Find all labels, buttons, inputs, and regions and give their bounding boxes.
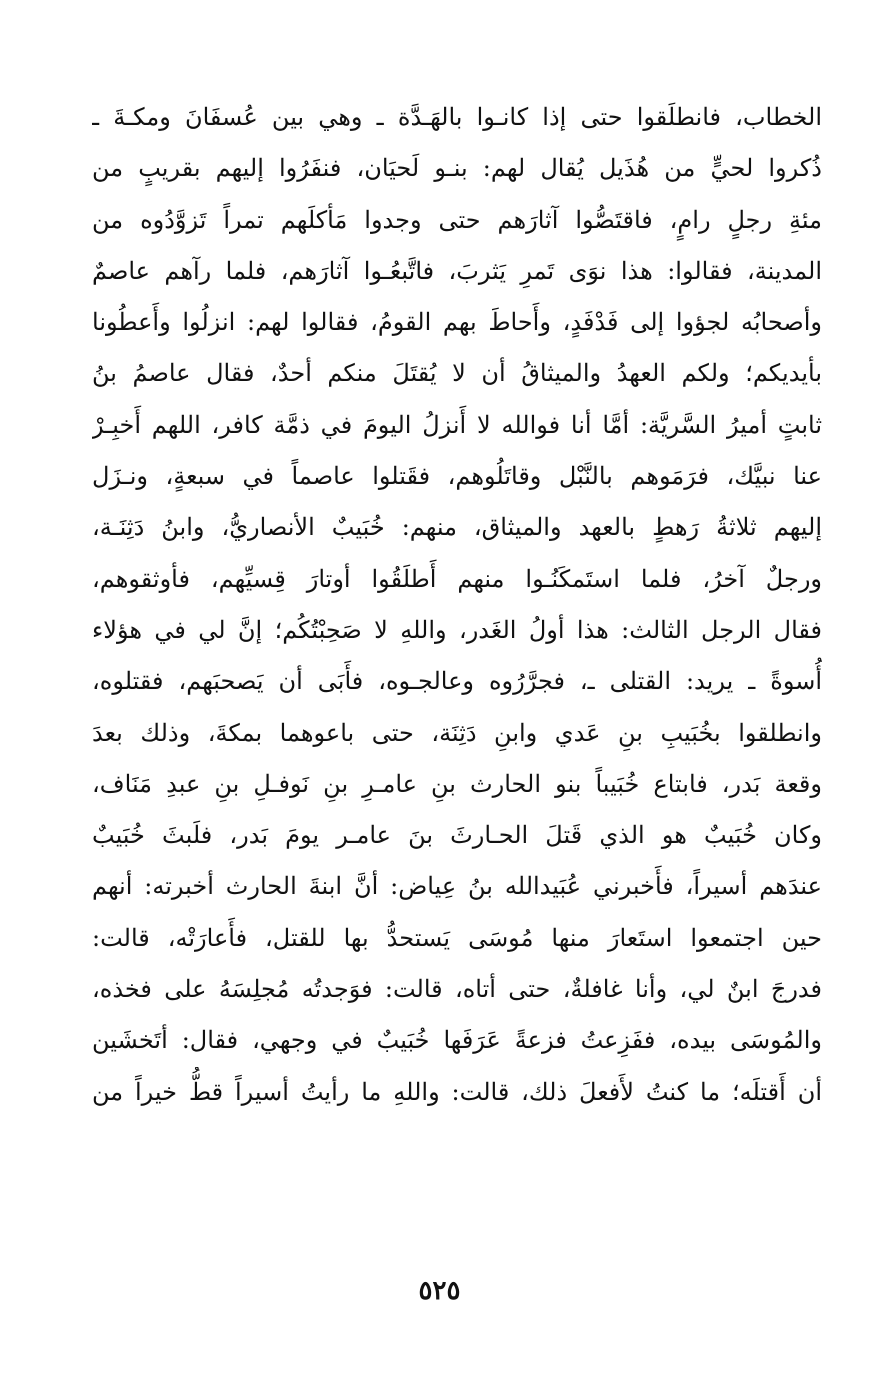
text-line: عندَهم أسيراً، فأَخبرني عُبَيدالله بنُ عِياض: أنَّ ابنةَ الحارث أخبرته: أنهم — [92, 872, 822, 901]
page-number: ٥٢٥ — [418, 1276, 461, 1306]
text-line: وانطلقوا بخُبَيبِ بنِ عَدي وابنِ دَثِنَة، حتى باعوهما بمكةَ، وذلك بعدَ — [92, 718, 822, 747]
text-line: وكان خُبَيبٌ هو الذي قَتلَ الحـارثَ بنَ عامـر يومَ بَدر، فلَبثَ خُبَيبٌ — [92, 821, 822, 850]
text-line: والمُوسَى بيده، ففَزِعتُ فزعةً عَرَفَها خُبَيبٌ في وجهي، فقال: أتَخشَين — [92, 1026, 822, 1055]
text-line: الخطاب، فانطلَقوا حتى إذا كانـوا بالهَـدَّة ـ وهي بين عُسفَانَ ومكـةَ ـ — [92, 103, 822, 131]
text-line: وقعة بَدر، فابتاع خُبَيباً بنو الحارث بنِ عامـرِ بنِ نَوفـلِ بنِ عبدِ مَنَاف، — [92, 769, 822, 798]
body-text — [92, 92, 822, 1118]
text-line: مئةِ رجلٍ رامٍ، فاقتَصُّوا آثارَهم حتى وجدوا مَأكلَهم تمراً تَزوَّدُوه من — [92, 205, 822, 234]
text-line: فقال الرجل الثالث: هذا أولُ الغَدر، واللهِ لا صَحِبْتُكُم؛ إنَّ لي في هؤلاء — [92, 615, 822, 644]
text-line: بأيديكم؛ ولكم العهدُ والميثاقُ أن لا يُقتَلَ منكم أحدٌ، فقال عاصمُ بنُ — [92, 359, 822, 388]
text-line: أُسوةً ـ يريد: القتلى ـ، فجرَّرُوه وعالجـوه، فأَبَى أن يَصحبَهم، فقتلوه، — [92, 667, 822, 696]
text-line: أن أَقتلَه؛ ما كنتُ لأَفعلَ ذلك، قالت: واللهِ ما رأيتُ أسيراً قطُّ خيراً من — [92, 1077, 822, 1106]
text-line: ثابتٍ أميرُ السَّريَّة: أمَّا أنا فوالله لا أَنزلُ اليومَ في ذمَّة كافر، اللهم أَخبِـرْ — [92, 410, 822, 439]
text-line: عنا نبيَّك، فرَمَوهم بالنَّبْل وقاتَلُوهم، فقَتلوا عاصماً في سبعةٍ، ونـزَل — [92, 462, 822, 491]
text-line: حين اجتمعوا استَعارَ منها مُوسَى يَستحدُّ بها للقتل، فأَعارَتْه، قالت: — [92, 923, 822, 952]
text-line: فدرجَ ابنٌ لي، وأنا غافلةٌ، حتى أتاه، قالت: فوَجدتُه مُجلِسَهُ على فخذه، — [92, 975, 822, 1004]
text-line: ذُكروا لحيٍّ من هُذَيل يُقال لهم: بنـو لَحيَان، فنفَرُوا إليهم بقريبٍ من — [92, 154, 822, 183]
text-line: ورجلٌ آخرُ، فلما استَمكَنُـوا منهم أَطلَقُوا أوتارَ قِسيِّهم، فأوثقوهم، — [92, 564, 822, 593]
text-line: وأصحابُه لجؤوا إلى فَدْفَدٍ، وأَحاطَ بهم القومُ، فقالوا لهم: انزلُوا وأَعطُونا — [92, 308, 822, 337]
text-line: المدينة، فقالوا: هذا نوَى تَمرِ يَثربَ، فاتَّبعُـوا آثارَهم، فلما رآهم عاصمٌ — [92, 256, 822, 285]
text-line: إليهم ثلاثةُ رَهطٍ بالعهد والميثاق، منهم: خُبَيبٌ الأنصاريُّ، وابنُ دَثِنَـة، — [92, 513, 822, 542]
